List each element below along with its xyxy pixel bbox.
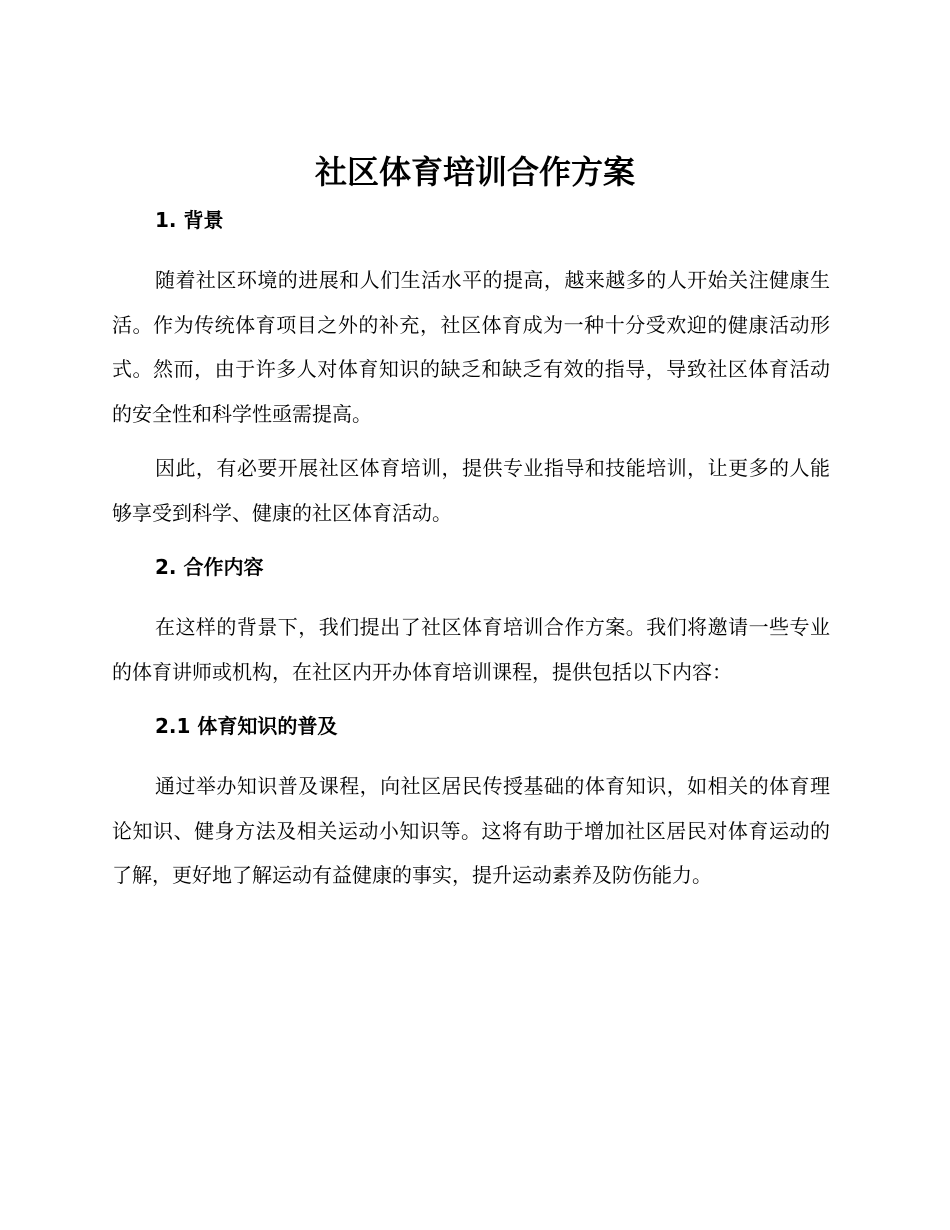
section-heading: 2.1 体育知识的普及 — [155, 714, 338, 738]
paragraph: 在这样的背景下，我们提出了社区体育培训合作方案。我们将邀请一些专业的体育讲师或机构，在社区内开办体育培训课程，提供包括以下内容： — [112, 615, 830, 684]
paragraph: 随着社区环境的进展和人们生活水平的提高，越来越多的人开始关注健康生活。作为传统体育项目之外的补充，社区体育成为一种十分受欢迎的健康活动形式。然而，由于许多人对体育知识的缺乏和缺乏有效的指导，导致社区体育活动的安全性和科学性亟需提高。 — [112, 268, 830, 426]
section-background — [112, 200, 830, 535]
section-heading: 1. 背景 — [155, 208, 224, 232]
section-heading: 2. 合作内容 — [155, 555, 264, 579]
document-title: 社区体育培训合作方案 — [314, 153, 635, 191]
section-knowledge — [112, 706, 830, 898]
paragraph: 通过举办知识普及课程，向社区居民传授基础的体育知识，如相关的体育理论知识、健身方法及相关运动小知识等。这将有助于增加社区居民对体育运动的了解，更好地了解运动有益健康的事实，提升运动素养及防伤能力。 — [112, 774, 830, 887]
paragraph: 因此，有必要开展社区体育培训，提供专业指导和技能培训，让更多的人能够享受到科学、健康的社区体育活动。 — [112, 456, 830, 525]
document-body — [112, 200, 830, 898]
section-cooperation — [112, 547, 830, 694]
